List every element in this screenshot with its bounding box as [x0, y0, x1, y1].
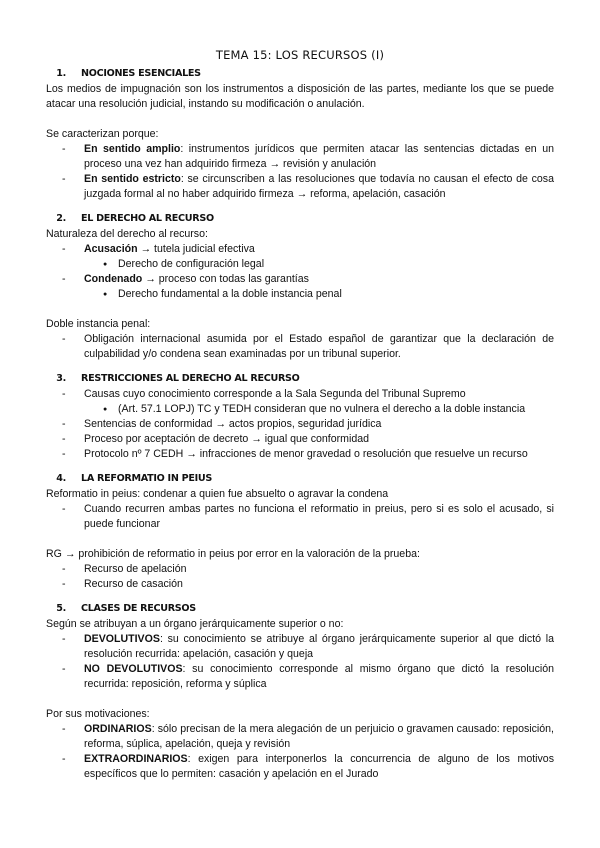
item-text: : su conocimiento se atribuye al órgano jerárquicamente superior al que dictó la resolución recurrida: apelación, casación y queja — [84, 633, 554, 660]
section-title: CLASES DE RECURSOS — [81, 603, 196, 614]
list-item: - Obligación internacional asumida por el Estado español de garantizar que la declaración de culpabilidad y/o condena sean examinadas por un tribunal superior. — [46, 332, 554, 362]
bullet-list — [46, 257, 554, 272]
bold-term: En sentido estricto — [84, 173, 181, 185]
list-item: - Recurso de apelación — [46, 562, 554, 577]
list-item — [46, 172, 554, 202]
section-title: EL DERECHO AL RECURSO — [81, 213, 214, 224]
page-title: TEMA 15: LOS RECURSOS (I) — [215, 48, 385, 62]
list-item — [46, 662, 554, 692]
sub-item: ● Derecho fundamental a la doble instancia penal — [46, 287, 554, 302]
dash-list — [46, 417, 554, 462]
section-number: 1. — [56, 68, 66, 79]
item-text: : se circunscriben a las resoluciones que todavía no causan el efecto de cosa juzgada formal al no haber adquirido firmeza → reforma, apelación, casación — [84, 173, 555, 200]
bold-term: EXTRAORDINARIOS — [84, 753, 188, 765]
lead-text: Según se atribuyan a un órgano jerárquicamente superior o no: — [46, 618, 344, 630]
list-item — [46, 632, 554, 662]
dash-list — [46, 242, 554, 257]
section-number: 5. — [56, 603, 66, 614]
section-number: 4. — [56, 473, 66, 484]
lead-text: Reformatio in peius: condenar a quien fue absuelto o agravar la condena — [46, 488, 389, 500]
dash-list — [46, 562, 554, 592]
list-item — [46, 752, 554, 782]
bold-term: ORDINARIOS — [84, 723, 152, 735]
item-text: : exigen para interponerlos la concurrencia de alguno de los motivos específicos que lo permiten: casación y apelación en el Jurado — [84, 753, 554, 780]
list-item: - Proceso por aceptación de decreto → igual que conformidad — [46, 432, 554, 447]
list-item — [46, 722, 554, 752]
lead-text: Por sus motivaciones: — [46, 708, 150, 720]
section-1-heading — [46, 66, 554, 81]
lead-text: Se caracterizan porque: — [46, 128, 159, 140]
section-number: 2. — [56, 213, 66, 224]
bold-term: DEVOLUTIVOS — [84, 633, 160, 645]
list-item: - Sentencias de conformidad → actos propios, seguridad jurídica — [46, 417, 554, 432]
dash-list — [46, 632, 554, 692]
list-item — [46, 272, 554, 287]
lead-text: RG → prohibición de reformatio in peius por error en la valoración de la prueba: — [46, 548, 420, 560]
section-2-heading — [46, 211, 554, 226]
sub-item: ● Derecho de configuración legal — [46, 257, 554, 272]
dash-list — [46, 272, 554, 287]
section-title: NOCIONES ESENCIALES — [81, 68, 201, 79]
bullet-list — [46, 287, 554, 302]
bold-term: NO DEVOLUTIVOS — [84, 663, 183, 675]
section-4-heading — [46, 471, 554, 486]
list-item: - Recurso de casación — [46, 577, 554, 592]
section-3-heading — [46, 371, 554, 386]
lead-text: Doble instancia penal: — [46, 318, 151, 330]
section-title: LA REFORMATIO IN PEIUS — [81, 473, 212, 484]
item-text: : instrumentos jurídicos que permiten atacar las sentencias dictadas en un proceso una vez han adquirido firmeza → revisión y anulación — [84, 143, 554, 170]
list-item — [46, 242, 554, 257]
dash-list — [46, 387, 554, 402]
item-text: : su conocimiento corresponde al mismo órgano que dictó la resolución recurrida: reposición, reforma y súplica — [84, 663, 555, 690]
section-number: 3. — [56, 373, 66, 384]
item-text: : sólo precisan de la mera alegación de un perjuicio o gravamen causado: reposición, reforma, súplica, apelación, queja y revisión — [84, 723, 554, 750]
item-text: → tutela judicial efectiva — [137, 243, 255, 255]
item-text: → proceso con todas las garantías — [142, 273, 309, 285]
section-title: RESTRICCIONES AL DERECHO AL RECURSO — [81, 373, 300, 384]
section-5-heading — [46, 601, 554, 616]
list-item: - Causas cuyo conocimiento corresponde a la Sala Segunda del Tribunal Supremo — [46, 387, 554, 402]
intro-paragraph: Los medios de impugnación son los instrumentos a disposición de las partes, mediante los que se puede atacar una resolución judicial, instando su modificación o anulación. — [46, 83, 554, 110]
bold-term: Condenado — [84, 273, 143, 285]
dash-list — [46, 142, 554, 202]
bold-term: En sentido amplio — [84, 143, 181, 155]
list-item: - Protocolo nº 7 CEDH → infracciones de menor gravedad o resolución que resuelve un recurso — [46, 447, 554, 462]
dash-list — [46, 332, 554, 362]
bold-term: Acusación — [84, 243, 138, 255]
dash-list — [46, 722, 554, 782]
bullet-list — [46, 402, 554, 417]
sub-item: ● (Art. 57.1 LOPJ) TC y TEDH consideran que no vulnera el derecho a la doble instancia — [46, 402, 554, 417]
dash-list — [46, 502, 554, 532]
list-item: - Cuando recurren ambas partes no funciona el reformatio in preius, pero si es solo el acusado, si puede funcionar — [46, 502, 554, 532]
lead-text: Naturaleza del derecho al recurso: — [46, 228, 208, 240]
list-item — [46, 142, 554, 172]
